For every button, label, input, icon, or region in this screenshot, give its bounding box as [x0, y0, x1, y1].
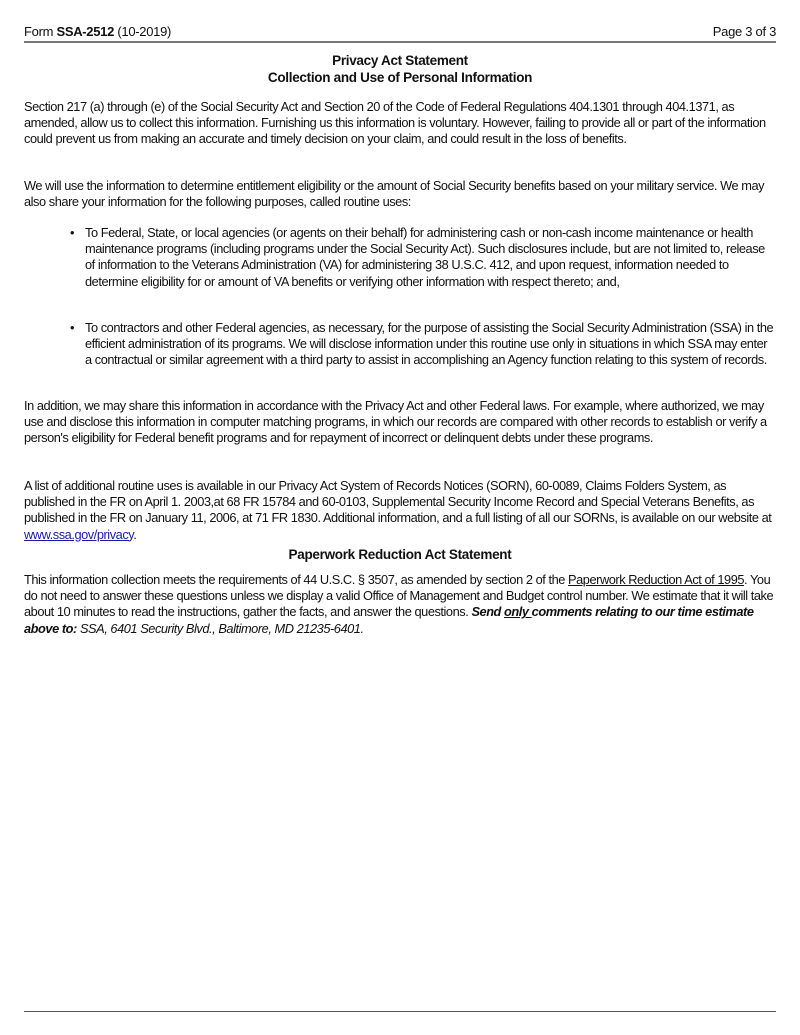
- routine-use-item: [70, 320, 776, 369]
- mailing-address: SSA, 6401 Security Blvd., Baltimore, MD 21235-6401.: [76, 620, 364, 636]
- form-header: [24, 24, 776, 39]
- bullet-icon: •: [70, 320, 75, 335]
- page-number: Page 3 of 3: [712, 24, 776, 39]
- comments-label: comments relating to our time estimate above to:: [24, 604, 754, 636]
- paperwork-paragraph: [24, 572, 776, 637]
- form-id: [24, 24, 171, 39]
- send-label: Send: [471, 604, 505, 620]
- footer-divider: [24, 1011, 776, 1012]
- form-number: SSA-2512: [56, 24, 115, 39]
- privacy-title: Privacy Act Statement: [332, 53, 468, 68]
- routine-use-text: To contractors and other Federal agencies, as necessary, for the purpose of assisting the Social Security Administration (SSA) in the efficient administration of its programs. We will disclose information under this routine use only in situations in which SSA may enter a contractual or similar agreement with a third party to assist in accomplishing an Agency function relating to this system of records.: [85, 320, 774, 368]
- paperwork-title: Paperwork Reduction Act Statement: [288, 547, 512, 562]
- form-prefix: Form: [24, 24, 57, 39]
- privacy-link[interactable]: www.ssa.gov/privacy: [24, 526, 134, 542]
- paperwork-act-reference: Paperwork Reduction Act of 1995: [568, 572, 745, 587]
- form-date: (10-2019): [114, 24, 172, 39]
- sorn-text: A list of additional routine uses is available in our Privacy Act System of Records Notices (SORN), 60-0089, Claims Folders System, as published in the FR on April 1. 2003,at 68 FR 15784 and 60-0103, Supplemental Security Income Record and Special Veterans Benefits, as published in the FR on January 11, 2006, at 71 FR 1830. Additional information, and a full listing of all our SORNs, is available on our website at: [24, 478, 772, 526]
- paperwork-text: This information collection meets the requirements of 44 U.S.C. § 3507, as amended by section 2 of the: [24, 572, 569, 587]
- bullet-icon: •: [70, 225, 75, 240]
- privacy-paragraph-2: We will use the information to determine entitlement eligibility or the amount of Social Security benefits based on your military service. We may also share your information for the following purposes, called routine uses:: [24, 178, 765, 210]
- privacy-paragraph-3: In addition, we may share this information in accordance with the Privacy Act and other Federal laws. For example, where authorized, we may use and disclose this information in computer matching programs, in which our records are compared with other records to establish or verify a person's eligibility for Federal benefit programs and for repayment of incorrect or delinquent debts under these programs.: [24, 398, 767, 446]
- privacy-paragraph-1: Section 217 (a) through (e) of the Social Security Act and Section 20 of the Code of Federal Regulations 404.1301 through 404.1371, as amended, allow us to collect this information. Furnishing us this information is voluntary. However, failing to provide all or part of the information could prevent us from making an accurate and timely decision on your claim, and could result in the loss of benefits.: [24, 99, 766, 147]
- routine-use-text: To Federal, State, or local agencies (or agents on their behalf) for administering cash or non-cash income maintenance or health maintenance programs (including programs under the Social Security Act). Such disclosures include, but are not limited to, release of information to the Veterans Administration (VA) for administering 38 U.S.C. 412, and upon request, information needed to determine eligibility for or amount of VA benefits or verifying other information with respect thereto; and,: [85, 225, 765, 289]
- privacy-subtitle: Collection and Use of Personal Information: [267, 70, 533, 85]
- header-divider: [24, 41, 776, 43]
- privacy-paragraph-4: [24, 478, 776, 543]
- period: .: [133, 526, 137, 542]
- routine-use-item: [70, 225, 776, 290]
- paperwork-text: . You do not need to answer these questions unless we display a valid Office of Management and Budget control number. We estimate that it will take about 10 minutes to read the instructions, gather the facts, and answer the questions.: [24, 572, 774, 620]
- only-label: only: [504, 604, 532, 620]
